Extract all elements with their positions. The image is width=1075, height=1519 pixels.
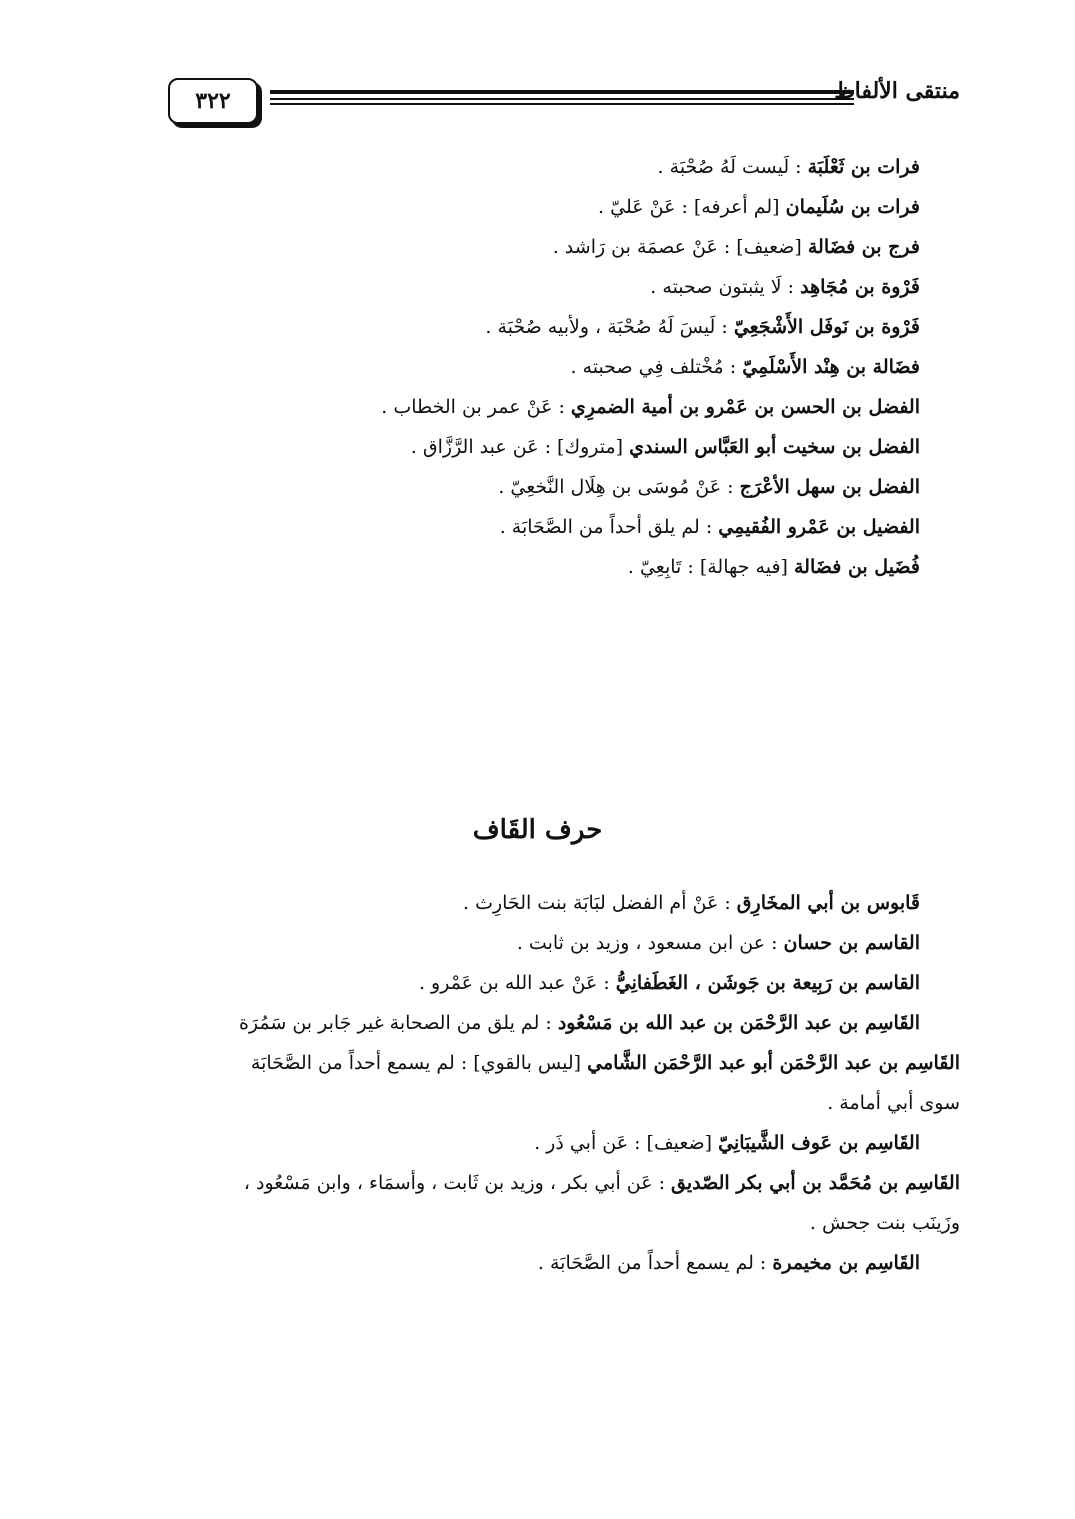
narrator-name: الفضيل بن عَمْرو الفُقيمِي bbox=[718, 516, 920, 538]
narrator-name: فرات بن ثَعْلَبَة bbox=[807, 156, 920, 178]
entry-text: [ضعيف] : عَنْ عصمَة بن رَاشد . bbox=[552, 236, 808, 258]
narrator-name: القَاسِم بن مخيمرة bbox=[772, 1252, 920, 1274]
entry-text: : لم يلق أحداً من الصَّحَابَة . bbox=[499, 516, 719, 538]
entry-line bbox=[110, 963, 920, 1003]
section-heading: حرف القَاف bbox=[472, 815, 603, 845]
narrator-name: القَاسِم بن عَوف الشَّيبَانِيّ bbox=[718, 1132, 920, 1154]
entry-text: : عَنْ أم الفضل لبَابَة بنت الحَارِث . bbox=[463, 892, 737, 914]
narrator-name: الفضل بن الحسن بن عَمْرو بن أمية الضمرِي bbox=[570, 396, 920, 418]
entry-line bbox=[110, 147, 920, 187]
narrator-name: القَاسِم بن مُحَمَّد بن أبي بكر الصّديق bbox=[671, 1172, 960, 1194]
narrator-name: القَاسِم بن عبد الرَّحْمَن بن عبد الله بن مَسْعُود bbox=[557, 1012, 920, 1034]
entry-line bbox=[110, 507, 920, 547]
entry-line bbox=[110, 187, 920, 227]
entry-line bbox=[110, 1003, 920, 1043]
entry-text: : لَا يثبتون صحبته . bbox=[650, 276, 801, 298]
entry-text: [ليس بالقوي] : لم يسمع أحداً من الصَّحَابَة bbox=[250, 1052, 588, 1074]
entry-text: : لم يلق من الصحابة غير جَابر بن سَمُرَة bbox=[238, 1012, 558, 1034]
entry-line bbox=[110, 387, 920, 427]
narrator-name: القاسم بن رَبِيعة بن جَوشَن ، الغَطَفانِيُّ bbox=[615, 972, 920, 994]
entry-text: [ضعيف] : عَن أبي ذَر . bbox=[534, 1132, 719, 1154]
entry-text: [متروك] : عَن عبد الرَّزَّاق . bbox=[410, 436, 630, 458]
entry-text: : عن ابن مسعود ، وزيد بن ثابت . bbox=[516, 932, 784, 954]
entry-line bbox=[110, 923, 920, 963]
entry-line bbox=[110, 307, 920, 347]
entries-list-qaf bbox=[110, 883, 960, 1283]
narrator-name: الفضل بن سهل الأعْرَج bbox=[739, 476, 920, 498]
page-number: ٣٢٢ bbox=[168, 78, 258, 124]
entry-line bbox=[110, 467, 920, 507]
entry-continuation: سوى أبي أمامة . bbox=[827, 1092, 960, 1114]
entry-line bbox=[110, 227, 920, 267]
entry-continuation: وزَينَب بنت جحش . bbox=[809, 1212, 960, 1234]
narrator-name: فضَالة بن هِنْد الأَسْلَمِيّ bbox=[742, 356, 920, 378]
narrator-name: فُضَيل بن فضَالة bbox=[794, 556, 920, 578]
entry-text: : عَنْ مُوسَى بن هِلَال النَّخعِيّ . bbox=[498, 476, 740, 498]
entry-text: : عَنْ عمر بن الخطاب . bbox=[381, 396, 571, 418]
entry-text: : مُخْتلف فِي صحبته . bbox=[570, 356, 743, 378]
narrator-name: فرات بن سُلَيمان bbox=[785, 196, 920, 218]
narrator-name: القَاسِم بن عبد الرَّحْمَن أبو عبد الرَّحْمَن الشَّامي bbox=[587, 1052, 960, 1074]
entry-line bbox=[110, 1163, 960, 1243]
book-title: منتقى الألفاظ bbox=[834, 78, 960, 104]
narrator-name: الفضل بن سخيت أبو العَبَّاس السندي bbox=[629, 436, 920, 458]
narrator-name: فَرْوة بن مُجَاهِد bbox=[800, 276, 920, 298]
entry-line bbox=[110, 427, 920, 467]
entry-line bbox=[110, 547, 920, 587]
entry-text: : لَيسَ لَهُ صُحْبَة ، ولأبيه صُحْبَة . bbox=[485, 316, 734, 338]
narrator-name: قَابوس بن أبي المخَارِق bbox=[736, 892, 920, 914]
narrator-name: القاسم بن حسان bbox=[783, 932, 920, 954]
entry-text: : عَن أبي بكر ، وزيد بن ثَابت ، وأسمَاء ، وابن مَسْعُود ، bbox=[243, 1172, 672, 1194]
entry-line bbox=[110, 1123, 920, 1163]
entry-text: : عَنْ عبد الله بن عَمْرو . bbox=[418, 972, 616, 994]
page-header bbox=[110, 78, 960, 128]
entry-line bbox=[110, 347, 920, 387]
entry-text: [لم أعرفه] : عَنْ عَليّ . bbox=[598, 196, 786, 218]
entry-text: [فيه جهالة] : تَابِعِيّ . bbox=[627, 556, 794, 578]
entry-line bbox=[110, 1243, 920, 1283]
entry-line bbox=[110, 883, 920, 923]
narrator-name: فَرْوة بن نَوفَل الأَشْجَعِيّ bbox=[733, 316, 920, 338]
entry-text: : لَيست لَهُ صُحْبَة . bbox=[657, 156, 808, 178]
narrator-name: فرج بن فضَالة bbox=[807, 236, 920, 258]
entry-line bbox=[110, 267, 920, 307]
entries-list-fa bbox=[110, 147, 920, 587]
entry-text: : لم يسمع أحداً من الصَّحَابَة . bbox=[537, 1252, 773, 1274]
entry-line bbox=[110, 1043, 960, 1123]
header-rule bbox=[270, 90, 854, 105]
